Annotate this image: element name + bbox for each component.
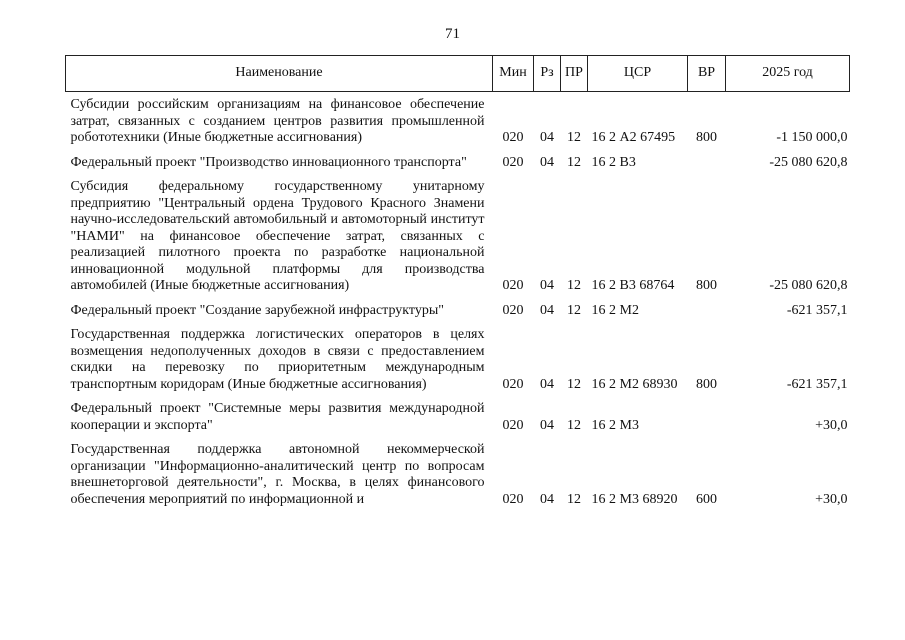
header-pr: ПР <box>561 56 588 92</box>
header-name: Наименование <box>66 56 493 92</box>
row-name: Федеральный проект "Создание зарубежной инфраструктуры" <box>70 302 444 318</box>
row-min: 020 <box>502 154 524 170</box>
row-pr: 12 <box>567 130 581 145</box>
row-rz: 04 <box>540 417 554 433</box>
row-name: Субсидии российским организациям на финансовое обеспечение затрат, связанных с созданием центров развития промышленной робототехники (Иные бюджетные ассигнования) <box>70 97 485 145</box>
row-pr: 12 <box>567 154 581 170</box>
header-rz: Рз <box>534 56 561 92</box>
header-min: Мин <box>493 56 534 92</box>
row-vr <box>688 150 726 175</box>
row-name: Федеральный проект "Системные меры развития международной кооперации и экспорта" <box>70 401 485 433</box>
row-amount: -1 150 000,0 <box>776 130 848 145</box>
row-amount: -25 080 620,8 <box>769 278 848 293</box>
row-csr: 16 2 В3 68764 <box>591 278 675 293</box>
row-min: 020 <box>502 491 524 507</box>
row-vr <box>688 298 726 323</box>
table-header-row <box>66 56 850 92</box>
table-row <box>66 396 850 437</box>
row-pr: 12 <box>567 376 581 392</box>
row-amount: -25 080 620,8 <box>769 154 848 170</box>
row-pr: 12 <box>567 302 581 318</box>
row-csr: 16 2 М2 <box>591 302 639 318</box>
row-min: 020 <box>502 302 524 318</box>
row-csr: 16 2 М2 68930 <box>591 376 678 392</box>
row-rz: 04 <box>540 154 554 170</box>
row-vr: 800 <box>696 376 717 392</box>
row-rz: 04 <box>540 130 554 145</box>
row-vr <box>688 396 726 437</box>
row-min: 020 <box>502 376 524 392</box>
row-csr: 16 2 А2 67495 <box>591 130 676 145</box>
row-amount: -621 357,1 <box>786 376 848 392</box>
table-row <box>66 174 850 298</box>
table-row <box>66 298 850 323</box>
row-amount: -621 357,1 <box>786 302 848 318</box>
row-vr: 600 <box>696 491 717 507</box>
table-row <box>66 322 850 396</box>
row-min: 020 <box>502 130 524 145</box>
table-row <box>66 150 850 175</box>
header-vr: ВР <box>688 56 726 92</box>
row-rz: 04 <box>540 491 554 507</box>
row-pr: 12 <box>567 278 581 293</box>
row-csr: 16 2 В3 <box>591 154 636 170</box>
row-pr: 12 <box>567 491 581 507</box>
header-year: 2025 год <box>726 56 850 92</box>
page-number: 71 <box>445 26 460 42</box>
header-csr: ЦСР <box>588 56 688 92</box>
row-rz: 04 <box>540 278 554 293</box>
row-amount: +30,0 <box>815 491 848 507</box>
row-vr: 800 <box>696 278 717 293</box>
table-row <box>66 437 850 511</box>
row-amount: +30,0 <box>815 417 848 433</box>
row-csr: 16 2 М3 68920 <box>591 491 678 507</box>
budget-table <box>65 55 850 511</box>
row-name: Государственная поддержка логистических операторов в целях возмещения недополученных доходов в связи с предоставлением скидки на перевозку по приоритетным международным транспортным коридорам (Иные бюджетные ассигнования) <box>70 327 485 392</box>
row-name: Государственная поддержка автономной некоммерческой организации "Информационно-аналитический центр по вопросам внешнеторговой деятельности", г. Москва, в целях финансового обеспечения мероприятий по информационной и <box>70 442 485 507</box>
row-rz: 04 <box>540 376 554 392</box>
row-name: Субсидия федеральному государственному унитарному предприятию "Центральный ордена Трудового Красного Знамени научно-исследовательский автомобильный и автомоторный институт "НАМИ" на финансовое обеспечение затрат, связанных с реализацией пилотного проекта по разработке национальной инновационной модульной платформы для производства автомобилей (Иные бюджетные ассигнования) <box>70 179 485 293</box>
row-min: 020 <box>502 278 524 293</box>
row-vr: 800 <box>696 130 717 145</box>
row-csr: 16 2 М3 <box>591 417 639 433</box>
row-name: Федеральный проект "Производство инновационного транспорта" <box>70 154 467 170</box>
row-pr: 12 <box>567 417 581 433</box>
table-row <box>66 92 850 150</box>
row-min: 020 <box>502 417 524 433</box>
row-rz: 04 <box>540 302 554 318</box>
